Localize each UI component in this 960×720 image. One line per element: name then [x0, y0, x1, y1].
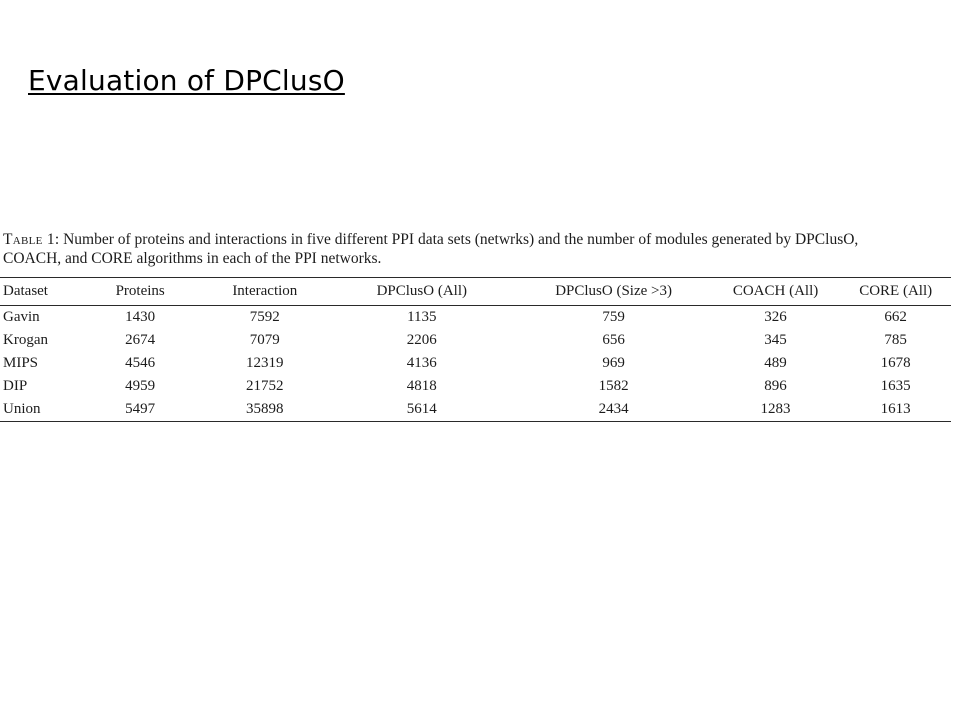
table-figure [0, 230, 952, 422]
cell-interaction: 35898 [202, 398, 327, 422]
slide-title: Evaluation of DPClusO [28, 64, 345, 97]
table-caption [0, 230, 951, 268]
cell-interaction: 12319 [246, 355, 284, 371]
cell-dpcluso-all: 5614 [327, 398, 516, 422]
cell-dpcluso-all: 4136 [406, 355, 437, 371]
table-header-row [0, 278, 951, 306]
cell-dpcluso-size: 969 [602, 355, 625, 371]
caption-line-2: COACH, and CORE algorithms in each of the PPI networks. [3, 250, 382, 267]
cell-dpcluso-size: 1582 [598, 378, 629, 394]
cell-core: 1613 [840, 398, 951, 422]
cell-coach: 896 [764, 378, 787, 394]
cell-core: 785 [884, 332, 907, 348]
caption-line-1 [3, 230, 951, 249]
table-row [0, 306, 951, 330]
cell-dpcluso-all: 1135 [407, 309, 437, 325]
table-row [0, 352, 951, 375]
column-header-proteins: Proteins [78, 278, 203, 306]
cell-proteins: 4959 [125, 378, 156, 394]
cell-core: 1635 [880, 378, 911, 394]
cell-proteins: 2674 [125, 332, 156, 348]
cell-dpcluso-size: 2434 [516, 398, 710, 422]
cell-interaction: 7079 [249, 332, 280, 348]
caption-label: Table 1 [3, 231, 55, 248]
cell-proteins: 1430 [125, 309, 156, 325]
cell-dpcluso-all: 2206 [406, 332, 437, 348]
table-row [0, 375, 951, 398]
cell-core: 662 [884, 309, 907, 325]
cell-proteins: 4546 [125, 355, 156, 371]
column-header-dataset: Dataset [0, 278, 78, 306]
cell-dataset: DIP [3, 378, 28, 394]
cell-coach: 1283 [711, 398, 841, 422]
cell-dataset: MIPS [3, 355, 39, 371]
cell-dpcluso-size: 759 [602, 309, 625, 325]
cell-core: 1678 [880, 355, 911, 371]
cell-dataset: Gavin [3, 309, 40, 325]
column-header-dpcluso-size: DPClusO (Size >3) [516, 278, 710, 306]
cell-interaction: 7592 [249, 309, 280, 325]
cell-interaction: 21752 [246, 378, 284, 394]
column-header-coach: COACH (All) [711, 278, 841, 306]
column-header-dpcluso-all: DPClusO (All) [327, 278, 516, 306]
cell-coach: 489 [764, 355, 787, 371]
caption-text-1: : Number of proteins and interactions in five different PPI data sets (netwrks) and the number of modules generated by DPClusO, [54, 231, 859, 248]
table-row [0, 329, 951, 352]
cell-coach: 326 [764, 309, 787, 325]
table-row [0, 398, 951, 422]
cell-dpcluso-all: 4818 [406, 378, 437, 394]
data-table [0, 277, 951, 422]
column-header-core: CORE (All) [840, 278, 951, 306]
column-header-interaction: Interaction [202, 278, 327, 306]
cell-dataset: Union [0, 398, 78, 422]
cell-dataset: Krogan [3, 332, 48, 348]
cell-proteins: 5497 [78, 398, 203, 422]
cell-dpcluso-size: 656 [602, 332, 625, 348]
cell-coach: 345 [764, 332, 787, 348]
